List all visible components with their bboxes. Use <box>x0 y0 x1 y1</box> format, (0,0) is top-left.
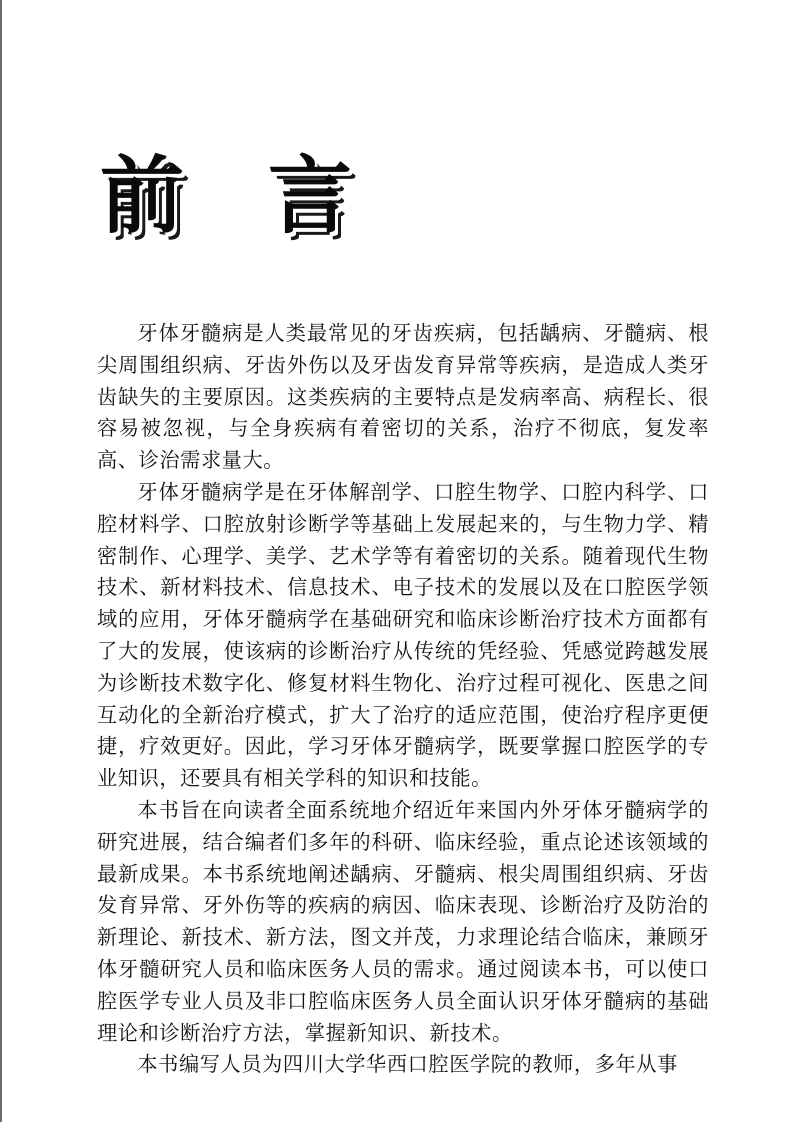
paragraph: 牙体牙髓病学是在牙体解剖学、口腔生物学、口腔内科学、口腔材料学、口腔放射诊断学等基础上发展起来的，与生物力学、精密制作、心理学、美学、艺术学等有着密切的关系。随着现代生物技术、新材料技术、信息技术、电子技术的发展以及在口腔医学领域的应用，牙体牙髓病学在基础研究和临床诊断治疗技术方面都有了大的发展，使该病的诊断治疗从传统的凭经验、凭感觉跨越发展为诊断技术数字化、修复材料生物化、治疗过程可视化、医患之间互动化的全新治疗模式，扩大了治疗的适应范围，使治疗程序更便捷，疗效更好。因此，学习牙体牙髓病学，既要掌握口腔医学的专业知识，还要具有相关学科的知识和技能。 <box>97 479 709 791</box>
paragraph: 本书旨在向读者全面系统地介绍近年来国内外牙体牙髓病学的研究进展，结合编者们多年的科研、临床经验，重点论述该领域的最新成果。本书系统地阐述龋病、牙髓病、根尖周围组织病、牙齿发育异常、牙外伤等的疾病的病因、临床表现、诊断治疗及防治的新理论、新技术、新方法，图文并茂，力求理论结合临床，兼顾牙体牙髓研究人员和临床医务人员的需求。通过阅读本书，可以使口腔医学专业人员及非口腔临床医务人员全面认识牙体牙髓病的基础理论和诊断治疗方法，掌握新知识、新技术。 <box>97 797 709 1045</box>
page-title-char: 前 <box>100 147 185 245</box>
page-edge-line <box>0 0 2 1122</box>
paragraph: 牙体牙髓病是人类最常见的牙齿疾病，包括龋病、牙髓病、根尖周围组织病、牙齿外伤以及牙齿发育异常等疾病，是造成人类牙齿缺失的主要原因。这类疾病的主要特点是发病率高、病程长、很容易被忽视，与全身疾病有着密切的关系，治疗不彻底，复发率高、诊治需求量大。 <box>97 321 709 473</box>
paragraph: 本书编写人员为四川大学华西口腔医学院的教师，多年从事 <box>137 1052 678 1077</box>
page-title-char: 言 <box>268 147 353 245</box>
body-text <box>97 318 709 1081</box>
